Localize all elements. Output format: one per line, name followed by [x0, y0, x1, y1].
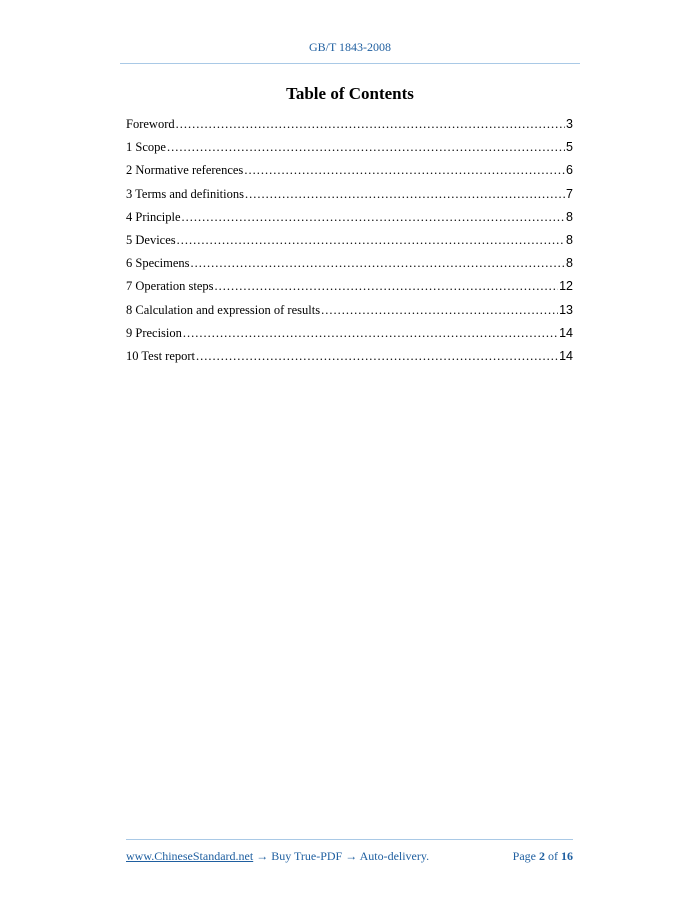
toc-entry-page: 8 [566, 256, 573, 271]
toc-dot-leader [182, 210, 566, 225]
toc-entry-label: 9 Precision [126, 325, 182, 340]
toc-dot-leader [196, 349, 558, 364]
toc-entry-label: 10 Test report [126, 348, 196, 363]
toc-entry-page: 14 [559, 325, 573, 340]
toc-dot-leader [321, 303, 558, 318]
table-of-contents [126, 117, 573, 372]
toc-entry-page: 5 [566, 140, 573, 155]
toc-entry[interactable] [126, 163, 573, 186]
toc-entry[interactable] [126, 349, 573, 372]
toc-entry-label: 1 Scope [126, 140, 166, 155]
footer-divider [126, 839, 573, 840]
toc-entry[interactable] [126, 256, 573, 279]
toc-entry[interactable] [126, 187, 573, 210]
footer-promo [126, 849, 429, 864]
toc-entry-page: 6 [566, 163, 573, 178]
toc-dot-leader [176, 117, 565, 132]
promo-text: → Buy True-PDF → Auto-delivery. [253, 849, 430, 863]
toc-entry-page: 3 [566, 117, 573, 131]
toc-dot-leader [214, 279, 558, 294]
toc-entry[interactable] [126, 326, 573, 349]
toc-entry-label: 7 Operation steps [126, 279, 214, 294]
toc-dot-leader [183, 326, 558, 341]
toc-entry-label: Foreword [126, 117, 175, 131]
toc-entry[interactable] [126, 140, 573, 163]
page-total: 16 [561, 849, 573, 863]
toc-entry-page: 13 [559, 302, 573, 317]
toc-dot-leader [191, 256, 566, 271]
running-header: GB/T 1843-2008 [308, 40, 392, 54]
toc-entry-label: 6 Specimens [126, 256, 190, 271]
header-divider [120, 63, 580, 64]
page-current: 2 [539, 849, 545, 863]
page-footer [126, 849, 573, 865]
site-link[interactable]: www.ChineseStandard.net [126, 849, 254, 863]
toc-dot-leader [245, 187, 565, 202]
toc-entry[interactable] [126, 210, 573, 233]
page-of: of [548, 849, 558, 863]
toc-entry[interactable] [126, 117, 573, 140]
toc-entry-page: 7 [566, 186, 573, 201]
page-word: Page [512, 849, 536, 863]
toc-entry-label: 3 Terms and definitions [126, 186, 244, 201]
toc-entry-page: 14 [559, 348, 573, 363]
toc-dot-leader [167, 140, 565, 155]
toc-entry-page: 8 [566, 209, 573, 224]
toc-entry-label: 8 Calculation and expression of results [126, 302, 321, 317]
page-title: Table of Contents [286, 84, 414, 103]
toc-entry-label: 4 Principle [126, 209, 181, 224]
toc-entry[interactable] [126, 279, 573, 302]
toc-entry[interactable] [126, 303, 573, 326]
toc-entry-page: 12 [559, 279, 573, 294]
toc-dot-leader [177, 233, 565, 248]
toc-entry[interactable] [126, 233, 573, 256]
toc-entry-page: 8 [566, 232, 573, 247]
toc-entry-label: 2 Normative references [126, 163, 244, 178]
page-number [513, 849, 573, 864]
toc-dot-leader [244, 163, 565, 178]
toc-entry-label: 5 Devices [126, 232, 176, 247]
